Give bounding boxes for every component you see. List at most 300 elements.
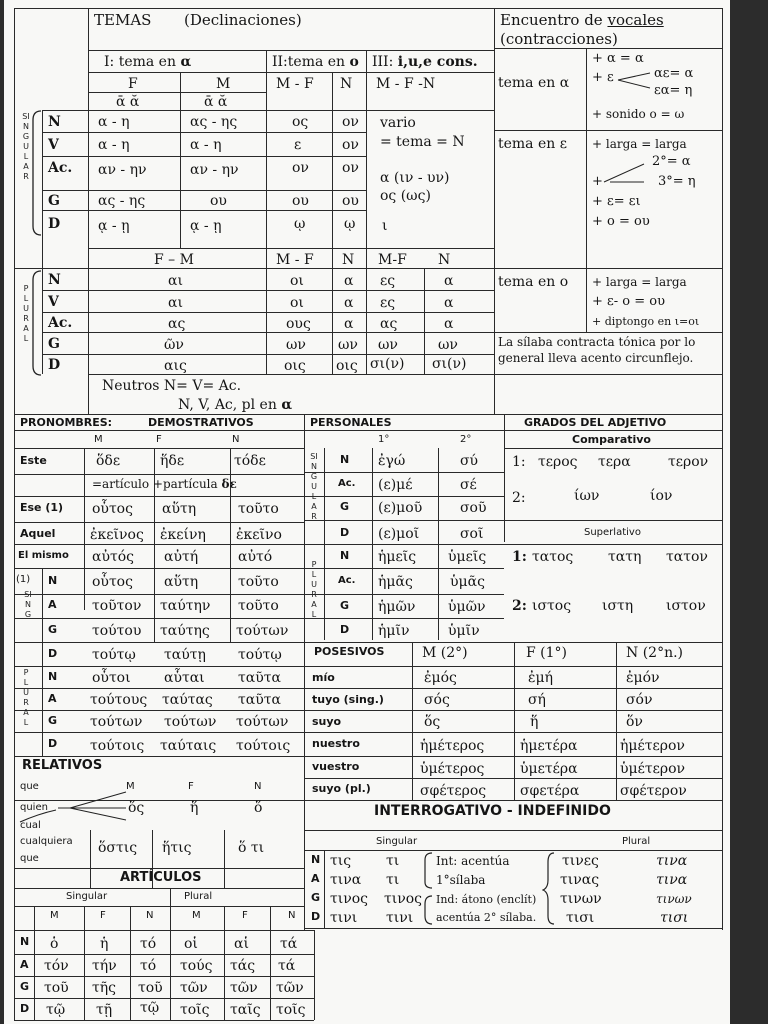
stem-2-header: II:tema en ο [272,54,359,70]
case-label: Ac. [48,160,73,176]
contract-rule: + ε= ει [592,194,641,209]
rule [494,130,722,131]
rule [42,332,722,333]
ending-mf2: οι [290,295,304,311]
col-n: N [254,781,262,792]
art-sf: τῆς [92,980,116,996]
rule [332,72,333,374]
ending-mf2: ῳ [294,216,306,232]
contract-rule: 2°= α [652,154,691,169]
possessive-m: ἡμέτερος [420,738,485,754]
col-n: N (2°n.) [626,645,683,661]
col-f: F [156,434,162,445]
third-vario: vario [380,115,416,131]
rule [14,414,722,415]
rule [586,48,587,332]
ending-n2: α [344,316,354,332]
vowel-length-f: ᾱ ᾰ [116,94,140,110]
contract-eps-label: tema en ε [498,136,567,152]
rule [224,830,225,888]
ending-mf2: ους [286,316,311,332]
art-pn: τά [280,936,298,952]
third-ac: α (ιν - υν) [380,170,450,186]
relativo-pointer-lines [18,784,128,828]
comp-1-number: 1: [512,454,526,470]
cualquiera-que-label: que [20,853,39,864]
form-f: ταύταις [160,738,217,754]
relativo-quien: quien [20,802,48,813]
cualquiera-label: cualquiera [20,836,73,847]
indef-relativo-m: ὅστις [98,840,138,856]
case-label: D [340,623,350,636]
rule [14,544,722,545]
art-pf: ταῖς [230,1002,261,1018]
rule [42,568,43,756]
indef-relativo-n: ὅ τι [238,840,265,856]
rule [14,448,304,449]
interrog-mf: τινι [330,910,358,926]
form-1p: (ε)μοῦ [378,500,423,516]
rule [14,906,304,907]
contract-rule: + ε [592,70,614,85]
comp-1-f: τερα [598,454,631,470]
art-pn: τῶν [276,980,304,996]
rule [304,496,504,497]
stem-3-header: III: i,u,e cons. [372,54,478,70]
ending-mf2: ε [294,137,302,153]
ending-mf2: ος [292,114,309,130]
art-pn: τοῖς [276,1002,306,1018]
rule [88,72,494,73]
interrog-pl-mf: τινας [560,872,600,888]
case-label: G [20,980,30,993]
ending-n3: α [444,273,454,289]
third-tema: = tema = N [380,134,465,150]
comparativo-label: Comparativo [572,433,651,446]
form-n: τούτοις [236,738,291,754]
plural-col-mf: M - F [276,252,314,268]
form-n: τοῦτο [238,598,279,614]
interrog-note: acentúa 2° sílaba. [436,911,537,924]
col-mf: M - F [276,76,314,92]
personales-title: PERSONALES [310,416,392,429]
form-2p: ὑμῶν [448,599,486,615]
rule [130,906,131,1020]
form-2p: σέ [460,477,477,493]
possessive-f: ἡμετέρα [520,738,578,754]
rule [14,998,314,999]
possessive-label: suyo (pl.) [312,782,371,795]
interrog-singular: Singular [376,836,418,847]
rule [14,474,304,475]
possessive-label: mío [312,671,335,684]
contract-rule: 3°= η [658,174,696,189]
ese-m: οὗτος [92,501,133,517]
contract-branch-lines [616,70,652,92]
rule [14,522,304,523]
este-n: τόδε [234,453,266,469]
form-f: αὕτη [164,574,199,590]
rule [34,906,35,1020]
form-m: τούτῳ [92,647,136,663]
articulos-plural: Plural [184,891,213,902]
ending-fm: αι [168,295,183,311]
ending-n3: σι(ν) [432,356,467,372]
rule [324,448,325,640]
ending-fm: αι [168,273,183,289]
plural-col-mf3: M-F [378,252,407,268]
art-sm: τοῦ [44,980,69,996]
plural-vertical-label: PLURAL [23,284,29,343]
sup-2-number: 2: [512,598,527,614]
mismo-label: El mismo [18,550,69,561]
possessive-m: ἐμός [424,670,457,686]
rule [42,354,494,355]
col-f: F [128,76,138,92]
rule [170,888,171,1020]
form-m: οὗτος [92,574,133,590]
sup-1-m: τατος [532,549,574,565]
art-pm: οἱ [184,936,198,952]
ending-m: ου [210,193,227,209]
interrog-note: Ind: átono (enclít) [436,893,537,906]
rule [14,954,314,955]
interrog-brace-right [542,852,556,926]
case-label: D [48,216,61,232]
relativo-n: ὅ [254,800,263,816]
form-m: τούτων [90,714,143,730]
sup-2-n: ιστον [666,598,706,614]
ending-mf2: οι [290,273,304,289]
col-1p: 1° [378,434,390,445]
ending-mf2: ον [292,160,309,176]
neutros-line1: Neutros N= V= Ac. [102,378,242,394]
ending-f: ας - ης [98,193,146,209]
interrog-n: τι [386,853,400,869]
rule [224,906,225,1020]
ending-mf3: σι(ν) [370,356,405,372]
indef-relativo-f: ἥτις [162,840,192,856]
possessive-n: ἡμέτερον [620,738,685,754]
possessive-f: ἥ [530,714,539,730]
mismo-m: αὐτός [92,549,134,565]
interrog-n: τι [386,872,400,888]
contract-rule: + ο = ου [592,214,650,229]
contract-note: La sílaba contracta tónica por lo [498,335,696,349]
rule [366,50,367,374]
rule [514,642,515,800]
col-pm: M [192,910,201,921]
col-m: M [94,434,103,445]
art-pm: τῶν [180,980,208,996]
art-sf: ἡ [100,936,109,952]
art-sn: τῷ [140,1000,160,1016]
possessive-n: σόν [626,692,653,708]
case-label: N [48,670,58,683]
rule [412,642,413,800]
case-label: A [311,872,320,885]
case-label: D [48,647,58,660]
rule [88,8,89,414]
form-1p: (ε)μοῖ [378,526,420,542]
aquel-f: ἐκείνη [160,527,206,543]
ending-m: ας - ης [190,114,238,130]
interrog-pl-n: τισι [660,910,689,926]
interrog-pl-mf: τισι [566,910,595,926]
rule [14,568,504,569]
rule [494,48,722,49]
case-label: D [20,1002,30,1015]
aquel-n: ἐκεῖνο [236,527,282,543]
case-label: D [311,910,321,923]
ending-n2: α [344,273,354,289]
ending-m: αν - ην [190,162,239,178]
col-f: F (1°) [526,645,567,661]
form-2p: ὑμᾶς [450,574,485,590]
case-label: N [340,549,350,562]
case-label: G [48,623,58,636]
rule [504,414,505,542]
stem-1-header: I: tema en α [104,54,192,70]
form-f: ταύτην [160,598,211,614]
ending-n3: α [444,295,454,311]
ending-f: ᾳ - ῃ [98,218,130,234]
form-n: τούτων [236,623,289,639]
singular-vertical-label: SINGULAR [22,112,30,181]
interrog-mf: τινος [330,891,369,907]
rule [90,830,91,888]
ending-mf3: ων [378,337,398,353]
rule [270,906,271,1020]
interrog-title: INTERROGATIVO - INDEFINIDO [374,803,611,819]
este-f: ἥδε [160,453,185,469]
col-sf: F [100,910,106,921]
contract-rule: + larga = larga [592,137,687,151]
rule [14,8,722,9]
rule [14,8,15,1020]
ending-n2: ων [338,337,358,353]
rule [304,520,722,521]
art-sm: τῷ [46,1002,66,1018]
art-pn: τά [278,958,296,974]
relativos-title: RELATIVOS [22,758,103,773]
ending-mf2: ου [292,193,309,209]
mismo-f: αὐτή [164,549,199,565]
interrog-note: Int: acentúa [436,854,510,868]
rule [438,448,439,640]
rule [304,928,722,929]
case-label: Ac. [338,575,356,586]
art-sm: τόν [44,958,69,974]
plural-col-n: N [342,252,355,268]
singular-brace [30,110,42,236]
contract-rule: αε= α [654,66,694,81]
aquel-m: ἐκεῖνος [90,527,144,543]
possessive-n: ἐμόν [626,670,660,686]
case-label: N [311,853,321,866]
ending-n2: ον [342,114,359,130]
plural-vertical-label: PLURAL [23,668,29,727]
ending-n2: ον [342,160,359,176]
demostrativos-title: DEMOSTRATIVOS [148,416,254,429]
form-2p: ὑμεῖς [448,549,487,565]
relativo-f: ἥ [190,800,199,816]
case-label: Ac. [338,478,356,489]
case-label: G [48,193,60,209]
art-pf: τῶν [230,980,258,996]
case-label: N [340,453,350,466]
ending-n3: α [444,316,454,332]
aquel-label: Aquel [20,527,56,540]
ending-n2: οις [336,358,358,374]
superlativo-label: Superlativo [584,527,641,538]
form-f: ταύτας [162,692,213,708]
footnote-marker: (1) [16,574,31,585]
rule [42,210,366,211]
possessive-f: σή [528,692,546,708]
col-pf: F [242,910,248,921]
case-label: V [48,137,59,153]
ending-f: α - η [98,114,130,130]
rule [88,50,494,51]
col-sn: N [146,910,154,921]
case-label: D [48,737,58,750]
form-m: οὗτοι [92,670,131,686]
ending-n2: ον [342,137,359,153]
vowel-length-m: ᾱ ᾰ [204,94,228,110]
sup-1-number: 1: [512,549,527,565]
form-f: αὗται [164,670,205,686]
possessive-n: σφέτερον [620,783,687,799]
ending-fm: ας [168,316,186,332]
rule [266,50,267,374]
col-f: F [188,781,194,792]
form-2p: σοῖ [460,526,484,542]
contract-omi-label: tema en ο [498,274,569,290]
interrog-n: τινος [384,891,423,907]
case-label: N [48,114,61,130]
contract-rule: + diptongo en ι=οι [592,315,700,328]
ending-m: α - η [190,137,222,153]
contract-rule: + [592,174,603,189]
articulos-title: ARTÍCULOS [120,870,202,885]
encuentro-heading: Encuentro de vocales [500,11,664,29]
sing-vertical-label: SING [24,590,32,619]
rule [314,930,315,1020]
col-n: N [340,76,353,92]
ese-f: αὕτη [162,501,197,517]
posesivos-title: POSESIVOS [314,645,385,658]
rule [14,496,304,497]
contract-rule: + larga = larga [592,275,687,289]
ending-n2: α [344,295,354,311]
case-label: G [48,336,60,352]
comp-1-m: τερος [538,454,578,470]
case-label: G [48,714,58,727]
form-1p: ἡμᾶς [378,574,413,590]
form-f: τούτων [164,714,217,730]
third-ac2: ος (ως) [380,188,431,204]
declinaciones-heading: (Declinaciones) [184,11,302,29]
rule [494,8,495,414]
possessive-label: tuyo (sing.) [312,693,384,706]
form-m: τοῦτον [92,598,142,614]
sup-1-f: τατη [608,549,642,565]
rule [504,448,722,449]
interrog-mf: τις [330,853,352,869]
este-label: Este [20,454,47,467]
neutros-line2: N, V, Ac, pl en α [178,397,293,413]
rule [14,888,304,889]
mismo-n: αὐτό [238,549,273,565]
singular-vertical-label: SINGULAR [310,452,318,521]
ending-n2: ου [342,193,359,209]
contract-rule: + sonido ο = ω [592,107,685,121]
form-m: τούτου [92,623,142,639]
ending-mf2: ων [286,337,306,353]
case-label: G [311,891,321,904]
third-d: ι [382,218,388,234]
rule [42,290,494,291]
rule [14,430,722,431]
case-label: D [340,526,350,539]
rule [372,448,373,640]
case-label: A [48,598,57,611]
col-m: M [216,76,231,92]
rule [304,778,722,779]
ending-fm: ῶν [164,337,184,353]
rule [84,448,85,610]
form-f: ταύτης [160,623,210,639]
contract-rule: εα= η [654,83,693,98]
rule [14,930,314,931]
form-1p: ἡμῖν [378,623,410,639]
interrog-mf: τινα [330,872,362,888]
rule [304,414,305,930]
case-label: D [48,357,61,373]
rule [424,268,425,374]
interrog-pl-mf: τινες [562,853,599,869]
grados-title: GRADOS DEL ADJETIVO [524,416,667,429]
possessive-m: σφέτερος [420,783,487,799]
ending-n2: ῳ [344,216,356,232]
form-n: τοῦτο [238,574,279,590]
este-note: =artículo +partícula δε [92,477,237,491]
art-sn: τό [140,936,157,952]
ending-mf3: ας [380,316,398,332]
rule [88,374,722,375]
possessive-f: ὑμετέρα [520,761,578,777]
rule [42,156,366,157]
possessive-m: σός [424,692,450,708]
interrog-pl-n: τινα [656,872,688,888]
case-label: N [48,272,61,288]
case-label: Ac. [48,315,73,331]
grammar-sheet [4,0,730,1024]
interrog-note: 1°sílaba [436,873,486,887]
possessive-label: vuestro [312,760,360,773]
col-2p: 2° [460,434,472,445]
case-label: A [48,692,57,705]
ese-label: Ese (1) [20,501,64,514]
contracciones-heading: (contracciones) [500,30,618,48]
art-pm: τούς [180,958,213,974]
rule [88,248,494,249]
art-pm: τοῖς [180,1002,210,1018]
art-pf: αἱ [234,936,249,952]
possessive-m: ὑμέτερος [420,761,485,777]
col-pn: N [288,910,296,921]
